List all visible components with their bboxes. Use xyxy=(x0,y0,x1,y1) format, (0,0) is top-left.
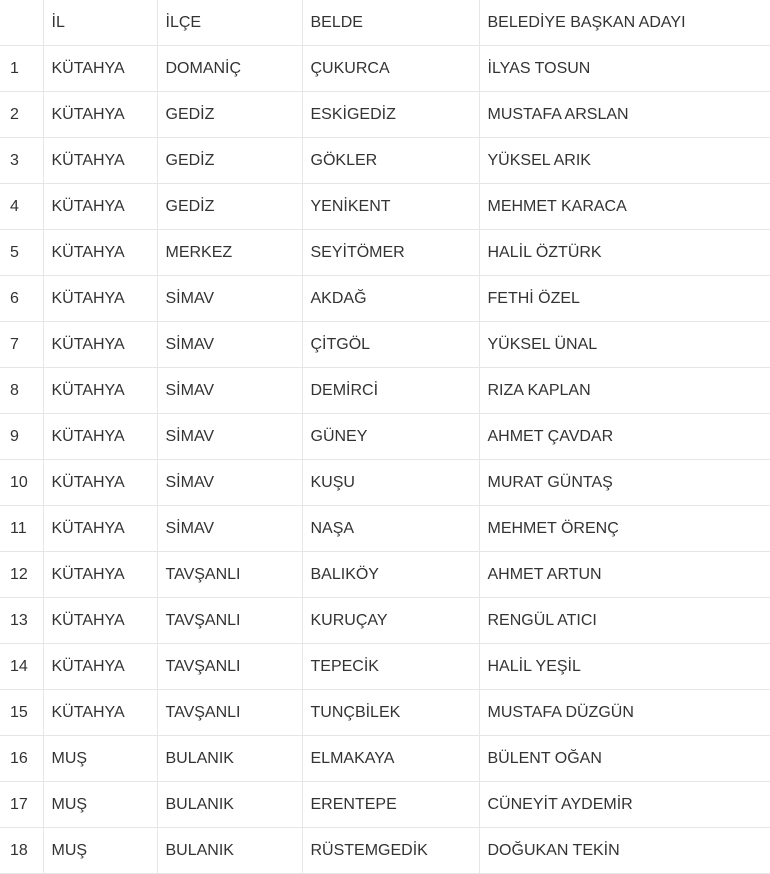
cell-ilce: BULANIK xyxy=(157,736,302,782)
cell-belde: ÇİTGÖL xyxy=(302,322,479,368)
table-row xyxy=(0,460,770,506)
cell-ilce: BULANIK xyxy=(157,828,302,874)
header-no xyxy=(0,0,43,46)
cell-aday: MEHMET ÖRENÇ xyxy=(479,506,770,552)
cell-ilce: TAVŞANLI xyxy=(157,644,302,690)
cell-ilce: DOMANİÇ xyxy=(157,46,302,92)
cell-il: KÜTAHYA xyxy=(43,506,157,552)
table-body xyxy=(0,46,770,874)
cell-aday: MURAT GÜNTAŞ xyxy=(479,460,770,506)
cell-aday: YÜKSEL ÜNAL xyxy=(479,322,770,368)
table-row xyxy=(0,92,770,138)
cell-il: KÜTAHYA xyxy=(43,276,157,322)
cell-ilce: GEDİZ xyxy=(157,138,302,184)
cell-aday: AHMET ÇAVDAR xyxy=(479,414,770,460)
cell-aday: FETHİ ÖZEL xyxy=(479,276,770,322)
cell-il: KÜTAHYA xyxy=(43,230,157,276)
cell-il: KÜTAHYA xyxy=(43,368,157,414)
cell-il: MUŞ xyxy=(43,736,157,782)
cell-aday: HALİL ÖZTÜRK xyxy=(479,230,770,276)
cell-no: 17 xyxy=(0,782,43,828)
table-row xyxy=(0,690,770,736)
cell-aday: DOĞUKAN TEKİN xyxy=(479,828,770,874)
cell-no: 18 xyxy=(0,828,43,874)
cell-belde: YENİKENT xyxy=(302,184,479,230)
cell-ilce: SİMAV xyxy=(157,460,302,506)
cell-il: KÜTAHYA xyxy=(43,598,157,644)
cell-no: 3 xyxy=(0,138,43,184)
cell-no: 6 xyxy=(0,276,43,322)
header-aday: BELEDİYE BAŞKAN ADAYI xyxy=(479,0,770,46)
cell-belde: BALIKÖY xyxy=(302,552,479,598)
cell-ilce: MERKEZ xyxy=(157,230,302,276)
table-row xyxy=(0,552,770,598)
table-row xyxy=(0,644,770,690)
cell-belde: ERENTEPE xyxy=(302,782,479,828)
cell-belde: KURUÇAY xyxy=(302,598,479,644)
cell-belde: DEMİRCİ xyxy=(302,368,479,414)
table-row xyxy=(0,322,770,368)
cell-no: 5 xyxy=(0,230,43,276)
cell-no: 8 xyxy=(0,368,43,414)
cell-il: KÜTAHYA xyxy=(43,644,157,690)
cell-aday: AHMET ARTUN xyxy=(479,552,770,598)
table-row xyxy=(0,368,770,414)
cell-aday: YÜKSEL ARIK xyxy=(479,138,770,184)
cell-il: KÜTAHYA xyxy=(43,414,157,460)
cell-il: KÜTAHYA xyxy=(43,460,157,506)
cell-belde: ELMAKAYA xyxy=(302,736,479,782)
cell-aday: MUSTAFA ARSLAN xyxy=(479,92,770,138)
header-il: İL xyxy=(43,0,157,46)
header-ilce: İLÇE xyxy=(157,0,302,46)
cell-ilce: TAVŞANLI xyxy=(157,690,302,736)
cell-no: 14 xyxy=(0,644,43,690)
cell-il: KÜTAHYA xyxy=(43,184,157,230)
cell-no: 2 xyxy=(0,92,43,138)
cell-il: KÜTAHYA xyxy=(43,92,157,138)
table-row xyxy=(0,506,770,552)
cell-ilce: SİMAV xyxy=(157,276,302,322)
cell-no: 11 xyxy=(0,506,43,552)
table-row xyxy=(0,414,770,460)
table-row xyxy=(0,598,770,644)
cell-no: 15 xyxy=(0,690,43,736)
cell-belde: RÜSTEMGEDİK xyxy=(302,828,479,874)
cell-aday: RIZA KAPLAN xyxy=(479,368,770,414)
table-row xyxy=(0,828,770,874)
cell-belde: TUNÇBİLEK xyxy=(302,690,479,736)
cell-aday: HALİL YEŞİL xyxy=(479,644,770,690)
table-row xyxy=(0,276,770,322)
cell-il: MUŞ xyxy=(43,828,157,874)
cell-aday: MUSTAFA DÜZGÜN xyxy=(479,690,770,736)
cell-belde: NAŞA xyxy=(302,506,479,552)
cell-no: 10 xyxy=(0,460,43,506)
cell-belde: GÖKLER xyxy=(302,138,479,184)
cell-no: 1 xyxy=(0,46,43,92)
cell-il: KÜTAHYA xyxy=(43,552,157,598)
cell-ilce: SİMAV xyxy=(157,368,302,414)
cell-ilce: BULANIK xyxy=(157,782,302,828)
cell-ilce: TAVŞANLI xyxy=(157,552,302,598)
cell-no: 4 xyxy=(0,184,43,230)
cell-no: 9 xyxy=(0,414,43,460)
cell-no: 16 xyxy=(0,736,43,782)
cell-ilce: SİMAV xyxy=(157,506,302,552)
cell-ilce: GEDİZ xyxy=(157,184,302,230)
cell-il: MUŞ xyxy=(43,782,157,828)
table-header xyxy=(0,0,770,46)
header-belde: BELDE xyxy=(302,0,479,46)
cell-belde: TEPECİK xyxy=(302,644,479,690)
cell-aday: MEHMET KARACA xyxy=(479,184,770,230)
cell-il: KÜTAHYA xyxy=(43,690,157,736)
cell-aday: CÜNEYİT AYDEMİR xyxy=(479,782,770,828)
cell-ilce: SİMAV xyxy=(157,414,302,460)
table-row xyxy=(0,230,770,276)
cell-belde: ESKİGEDİZ xyxy=(302,92,479,138)
cell-no: 12 xyxy=(0,552,43,598)
cell-belde: AKDAĞ xyxy=(302,276,479,322)
cell-belde: SEYİTÖMER xyxy=(302,230,479,276)
cell-ilce: TAVŞANLI xyxy=(157,598,302,644)
cell-il: KÜTAHYA xyxy=(43,138,157,184)
table-row xyxy=(0,184,770,230)
cell-aday: BÜLENT OĞAN xyxy=(479,736,770,782)
cell-ilce: GEDİZ xyxy=(157,92,302,138)
cell-belde: GÜNEY xyxy=(302,414,479,460)
table-row xyxy=(0,782,770,828)
cell-no: 13 xyxy=(0,598,43,644)
header-row xyxy=(0,0,770,46)
cell-aday: İLYAS TOSUN xyxy=(479,46,770,92)
cell-no: 7 xyxy=(0,322,43,368)
table-row xyxy=(0,736,770,782)
cell-belde: ÇUKURCA xyxy=(302,46,479,92)
table-row xyxy=(0,46,770,92)
cell-ilce: SİMAV xyxy=(157,322,302,368)
cell-il: KÜTAHYA xyxy=(43,322,157,368)
cell-il: KÜTAHYA xyxy=(43,46,157,92)
table-row xyxy=(0,138,770,184)
cell-belde: KUŞU xyxy=(302,460,479,506)
cell-aday: RENGÜL ATICI xyxy=(479,598,770,644)
